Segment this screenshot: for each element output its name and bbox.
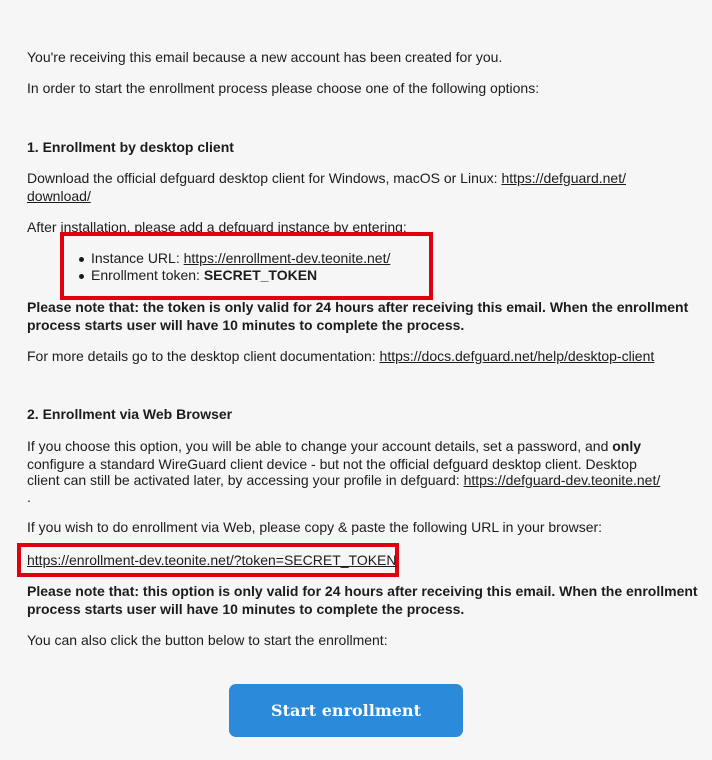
instance-url-label: Instance URL: (91, 250, 184, 266)
enrollment-url-link[interactable]: https://enrollment-dev.teonite.net/?token=SECRET_TOKEN (27, 552, 397, 568)
desktop-note-line-2: process starts user will have 10 minutes to complete the process. (27, 317, 465, 333)
token-value: SECRET_TOKEN (203, 267, 318, 283)
intro-line-2: In order to start the enrollment process please choose one of the following options: (27, 80, 540, 96)
docs-line (27, 347, 654, 365)
docs-link[interactable]: https://docs.defguard.net/help/desktop-client (379, 348, 655, 364)
download-link[interactable]: https://defguard.net/ (501, 170, 626, 186)
instance-url-link[interactable]: https://enrollment-dev.teonite.net/ (183, 250, 391, 266)
web-para-line-1 (27, 437, 641, 455)
enrollment-token-item (79, 267, 390, 284)
web-para-line-3 (27, 471, 660, 489)
docs-text: For more details go to the desktop client documentation: (27, 348, 380, 364)
button-intro-text: You can also click the button below to start the enrollment: (27, 632, 388, 648)
download-line (27, 169, 626, 187)
desktop-note-line-1: Please note that: the token is only valid for 24 hours after receiving this email. When the enrollment (27, 299, 689, 315)
web-para-text: If you choose this option, you will be able to change your account details, set a password, and (27, 438, 613, 454)
web-para-bold: only (612, 438, 642, 454)
instance-url-item (79, 250, 390, 267)
defguard-profile-link[interactable]: https://defguard-dev.teonite.net/ (463, 472, 661, 488)
copy-url-text: If you wish to do enrollment via Web, please copy & paste the following URL in your browser: (27, 519, 603, 535)
web-para-line-2: configure a standard WireGuard client device - but not the official defguard desktop client. Desktop (27, 456, 637, 472)
after-install-text: After installation, please add a defguard instance by entering: (27, 219, 407, 235)
web-para-line-4: . (27, 489, 31, 505)
token-label: Enrollment token: (91, 267, 204, 283)
web-para-text-3: client can still be activated later, by accessing your profile in defguard: (27, 472, 464, 488)
web-note-line-2: process starts user will have 10 minutes to complete the process. (27, 601, 465, 617)
desktop-heading: 1. Enrollment by desktop client (27, 139, 234, 155)
enrollment-url-line (27, 551, 397, 569)
web-note-line-1: Please note that: this option is only valid for 24 hours after receiving this email. When the enrollment (27, 583, 698, 599)
start-enrollment-button[interactable]: Start enrollment (229, 684, 463, 737)
instance-details-list (79, 250, 390, 284)
download-text: Download the official defguard desktop client for Windows, macOS or Linux: (27, 170, 502, 186)
intro-line-1: You're receiving this email because a new account has been created for you. (27, 49, 503, 65)
download-link-cont[interactable]: download/ (27, 188, 91, 204)
download-line-cont (27, 187, 91, 205)
web-heading: 2. Enrollment via Web Browser (27, 406, 233, 422)
